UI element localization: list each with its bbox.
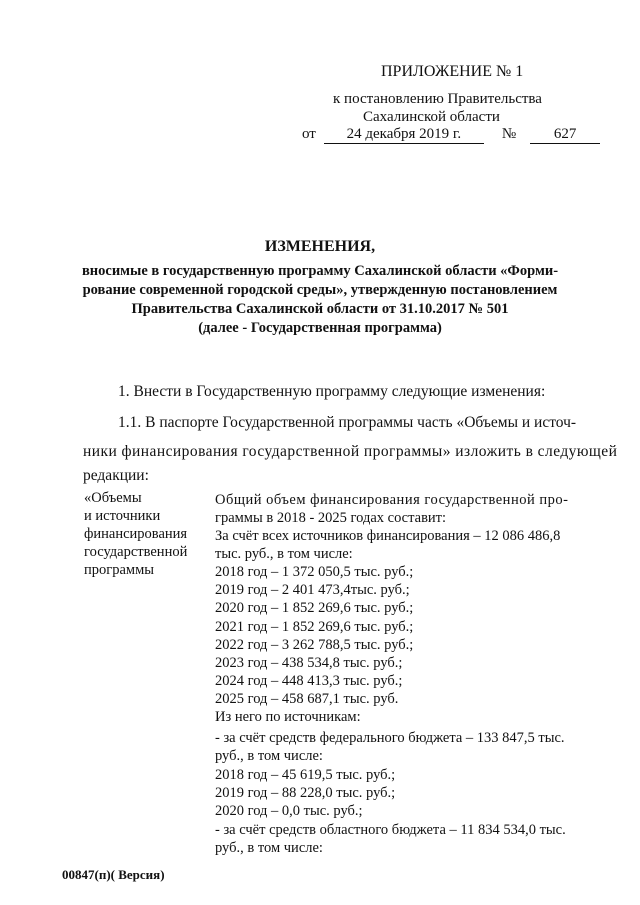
table-value-line: 2020 год – 0,0 тыс. руб.;: [215, 803, 363, 819]
table-value-line: За счёт всех источников финансирования – 12 086 486,8: [215, 528, 561, 544]
table-value-line: - за счёт средств областного бюджета – 11 834 534,0 тыс.: [215, 822, 566, 838]
table-value-line: 2024 год – 448 413,3 тыс. руб.;: [215, 673, 403, 689]
paragraph-1-1-cont: ники финансирования государственной программы» изложить в следующей: [83, 443, 618, 460]
table-value-line: граммы в 2018 - 2025 годах составит:: [215, 510, 447, 526]
table-label-line: государственной: [84, 544, 188, 560]
resolution-date: 24 декабря 2019 г.: [324, 126, 484, 144]
table-value-line: тыс. руб., в том числе:: [215, 546, 353, 562]
subtitle-line: вносимые в государственную программу Сахалинской области «Форми-: [81, 263, 559, 279]
table-label-line: «Объемы: [84, 490, 142, 506]
reference-line-1: к постановлению Правительства: [333, 91, 542, 107]
table-label-line: и источники: [84, 508, 161, 524]
table-value-line: 2025 год – 458 687,1 тыс. руб.: [215, 691, 399, 707]
table-label-line: программы: [84, 562, 154, 578]
table-value-line: Из него по источникам:: [215, 709, 361, 725]
document-footer-code: 00847(п)( Версия): [62, 867, 165, 882]
table-value-line: 2018 год – 45 619,5 тыс. руб.;: [215, 767, 396, 783]
appendix-title: ПРИЛОЖЕНИЕ № 1: [381, 63, 524, 80]
table-value-line: 2020 год – 1 852 269,6 тыс. руб.;: [215, 600, 414, 616]
table-value-line: 2018 год – 1 372 050,5 тыс. руб.;: [215, 564, 414, 580]
table-value-line: руб., в том числе:: [215, 840, 323, 856]
document-title: ИЗМЕНЕНИЯ,: [264, 238, 376, 255]
paragraph-1-1: 1.1. В паспорте Государственной программы часть «Объемы и источ-: [118, 414, 577, 431]
resolution-number: 627: [530, 126, 600, 144]
table-value-line: - за счёт средств федерального бюджета – 133 847,5 тыс.: [215, 730, 565, 746]
number-label: №: [501, 126, 517, 142]
table-value-line: 2023 год – 438 534,8 тыс. руб.;: [215, 655, 403, 671]
subtitle-line: рование современной городской среды», утвержденную постановлением: [82, 282, 558, 298]
table-label-line: финансирования: [84, 526, 188, 542]
reference-date-line: [302, 126, 600, 144]
subtitle-line: Правительства Сахалинской области от 31.10.2017 № 501: [131, 301, 509, 317]
table-value-line: 2022 год – 3 262 788,5 тыс. руб.;: [215, 637, 414, 653]
table-value-line: 2019 год – 2 401 473,4тыс. руб.;: [215, 582, 410, 598]
table-value-line: 2021 год – 1 852 269,6 тыс. руб.;: [215, 619, 414, 635]
table-value-line: 2019 год – 88 228,0 тыс. руб.;: [215, 785, 396, 801]
from-label: от: [302, 126, 316, 142]
table-value-line: Общий объем финансирования государственной про-: [215, 492, 569, 508]
table-value-line: руб., в том числе:: [215, 748, 323, 764]
reference-line-2: Сахалинской области: [363, 109, 500, 125]
subtitle-line: (далее - Государственная программа): [198, 320, 442, 336]
paragraph-1: 1. Внести в Государственную программу следующие изменения:: [118, 383, 546, 400]
paragraph-1-1-end: редакции:: [83, 467, 149, 484]
